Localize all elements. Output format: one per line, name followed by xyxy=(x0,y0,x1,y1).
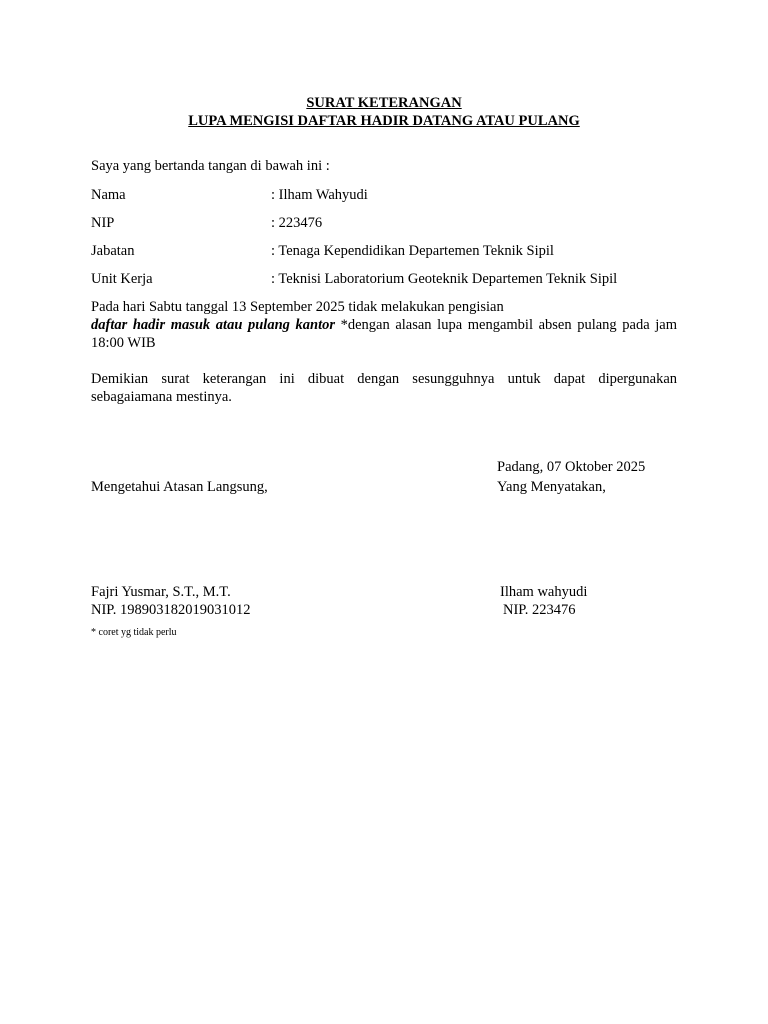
statement-emphasis: daftar hadir masuk atau pulang kantor xyxy=(91,317,335,333)
statement-line-2 xyxy=(91,316,677,334)
field-value-nip: : 223476 xyxy=(271,215,323,231)
place-date: Padang, 07 Oktober 2025 xyxy=(497,459,646,475)
closing-line-1: Demikian surat keterangan ini dibuat dengan sesungguhnya untuk dapat dipergunakan xyxy=(91,371,677,387)
right-signer-nip: NIP. 223476 xyxy=(503,602,576,618)
field-value-nama: : Ilham Wahyudi xyxy=(271,187,368,203)
intro-text: Saya yang bertanda tangan di bawah ini : xyxy=(91,158,330,174)
statement-reason: *dengan alasan lupa mengambil absen pulang pada jam xyxy=(335,317,677,333)
left-signer-name: Fajri Yusmar, S.T., M.T. xyxy=(91,584,231,600)
field-label-nama: Nama xyxy=(91,187,126,203)
left-signature-caption: Mengetahui Atasan Langsung, xyxy=(91,479,268,495)
field-label-nip: NIP xyxy=(91,215,115,231)
closing-line-2: sebagaiamana mestinya. xyxy=(91,389,232,405)
statement-line-3: 18:00 WIB xyxy=(91,335,156,351)
field-value-unit-kerja: : Teknisi Laboratorium Geoteknik Departemen Teknik Sipil xyxy=(271,271,618,287)
title-line-1: SURAT KETERANGAN xyxy=(306,95,462,111)
right-signer-name: Ilham wahyudi xyxy=(500,584,588,600)
field-label-unit-kerja: Unit Kerja xyxy=(91,271,153,287)
left-signer-nip: NIP. 198903182019031012 xyxy=(91,602,251,618)
right-signature-caption: Yang Menyatakan, xyxy=(497,479,606,495)
title-line-2: LUPA MENGISI DAFTAR HADIR DATANG ATAU PULANG xyxy=(188,113,580,129)
field-label-jabatan: Jabatan xyxy=(91,243,135,259)
footnote: * coret yg tidak perlu xyxy=(91,627,177,638)
statement-line-1: Pada hari Sabtu tanggal 13 September 2025 tidak melakukan pengisian xyxy=(91,299,504,315)
field-value-jabatan: : Tenaga Kependidikan Departemen Teknik Sipil xyxy=(271,243,554,259)
